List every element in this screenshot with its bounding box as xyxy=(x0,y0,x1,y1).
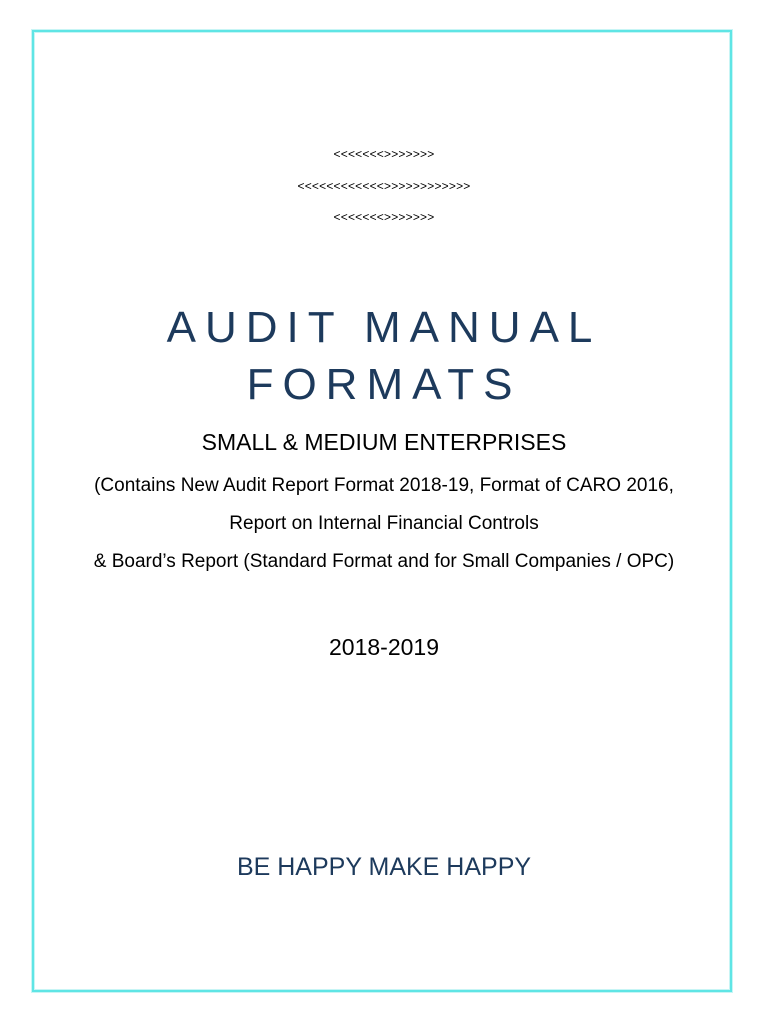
decorative-line-middle: <<<<<<<<<<<<>>>>>>>>>>>> xyxy=(297,179,471,193)
document-year: 2018-2019 xyxy=(329,634,439,660)
description-line-1: (Contains New Audit Report Format 2018-19, Format of CARO 2016, xyxy=(94,475,674,496)
page-border xyxy=(32,30,732,992)
description-rest: (Standard Format and for Small Companies / OPC) xyxy=(238,551,675,572)
description-line-3 xyxy=(0,551,768,573)
document-title-line-2: FORMATS xyxy=(246,360,522,409)
description-line-2: Report on Internal Financial Controls xyxy=(229,513,539,534)
tagline: BE HAPPY MAKE HAPPY xyxy=(236,853,532,881)
decorative-line-top: <<<<<<<>>>>>>> xyxy=(333,147,435,161)
description-emphasis: & Board’s Report xyxy=(93,551,239,572)
document-title-line-1: AUDIT MANUAL xyxy=(166,303,602,352)
decorative-line-bottom: <<<<<<<>>>>>>> xyxy=(333,210,435,224)
document-subtitle: SMALL & MEDIUM ENTERPRISES xyxy=(201,429,567,455)
